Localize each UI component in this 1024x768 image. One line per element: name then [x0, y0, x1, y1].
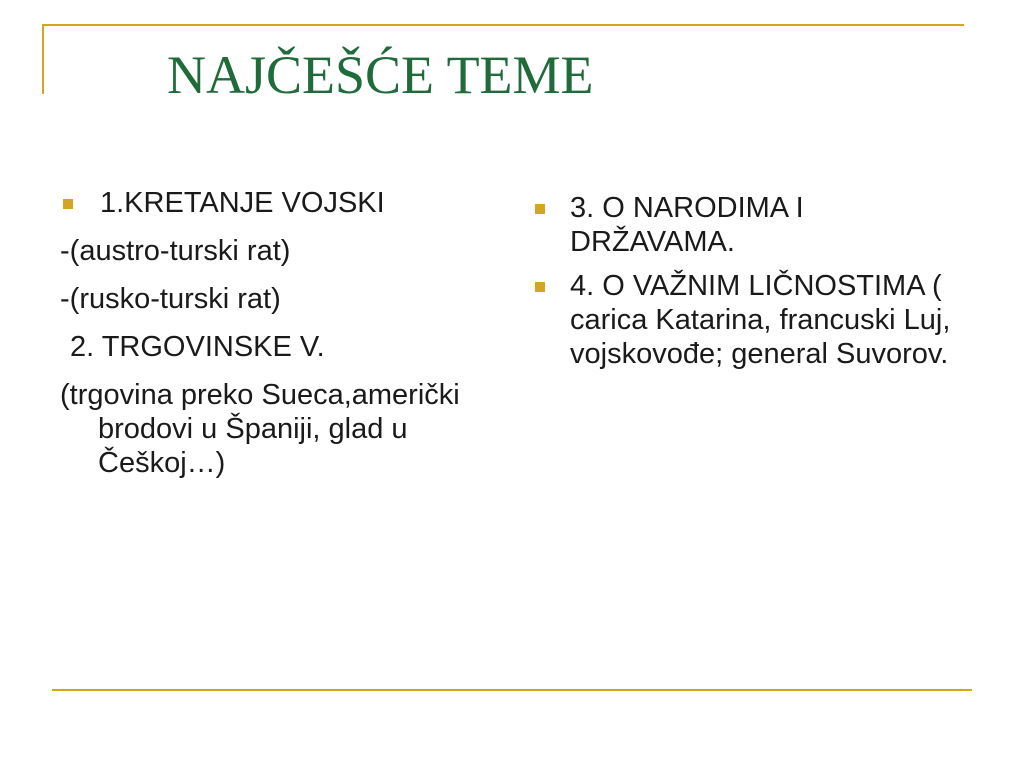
square-bullet-icon	[535, 282, 545, 292]
square-bullet-icon	[535, 204, 545, 214]
frame-left-line	[42, 24, 44, 94]
list-item-label: 4. O VAŽNIM LIČNOSTIMA ( carica Katarina, francuski Luj, vojskovođe; general Suvorov.	[570, 270, 951, 370]
sub-item-austro-turski: -(austro-turski rat)	[60, 235, 291, 267]
list-item-label: 3. O NARODIMA I DRŽAVAMA.	[570, 192, 804, 258]
right-column	[535, 191, 975, 381]
frame-top-line	[42, 24, 964, 26]
list-item-narodi	[535, 191, 975, 259]
list-item-licnosti	[535, 269, 975, 371]
list-item-label: 1.KRETANJE VOJSKI	[100, 187, 385, 219]
list-item-kretanje-vojski	[60, 186, 500, 220]
trade-note: (trgovina preko Sueca,američki brodovi u Španiji, glad u Češkoj…)	[60, 379, 460, 479]
square-bullet-icon	[63, 199, 73, 209]
left-column	[60, 186, 500, 480]
frame-bottom-line	[52, 689, 972, 691]
sub-item-rusko-turski: -(rusko-turski rat)	[60, 283, 281, 315]
slide-title: NAJČEŠĆE TEME	[167, 45, 594, 105]
list-item-trgovinske: 2. TRGOVINSKE V.	[70, 331, 325, 363]
